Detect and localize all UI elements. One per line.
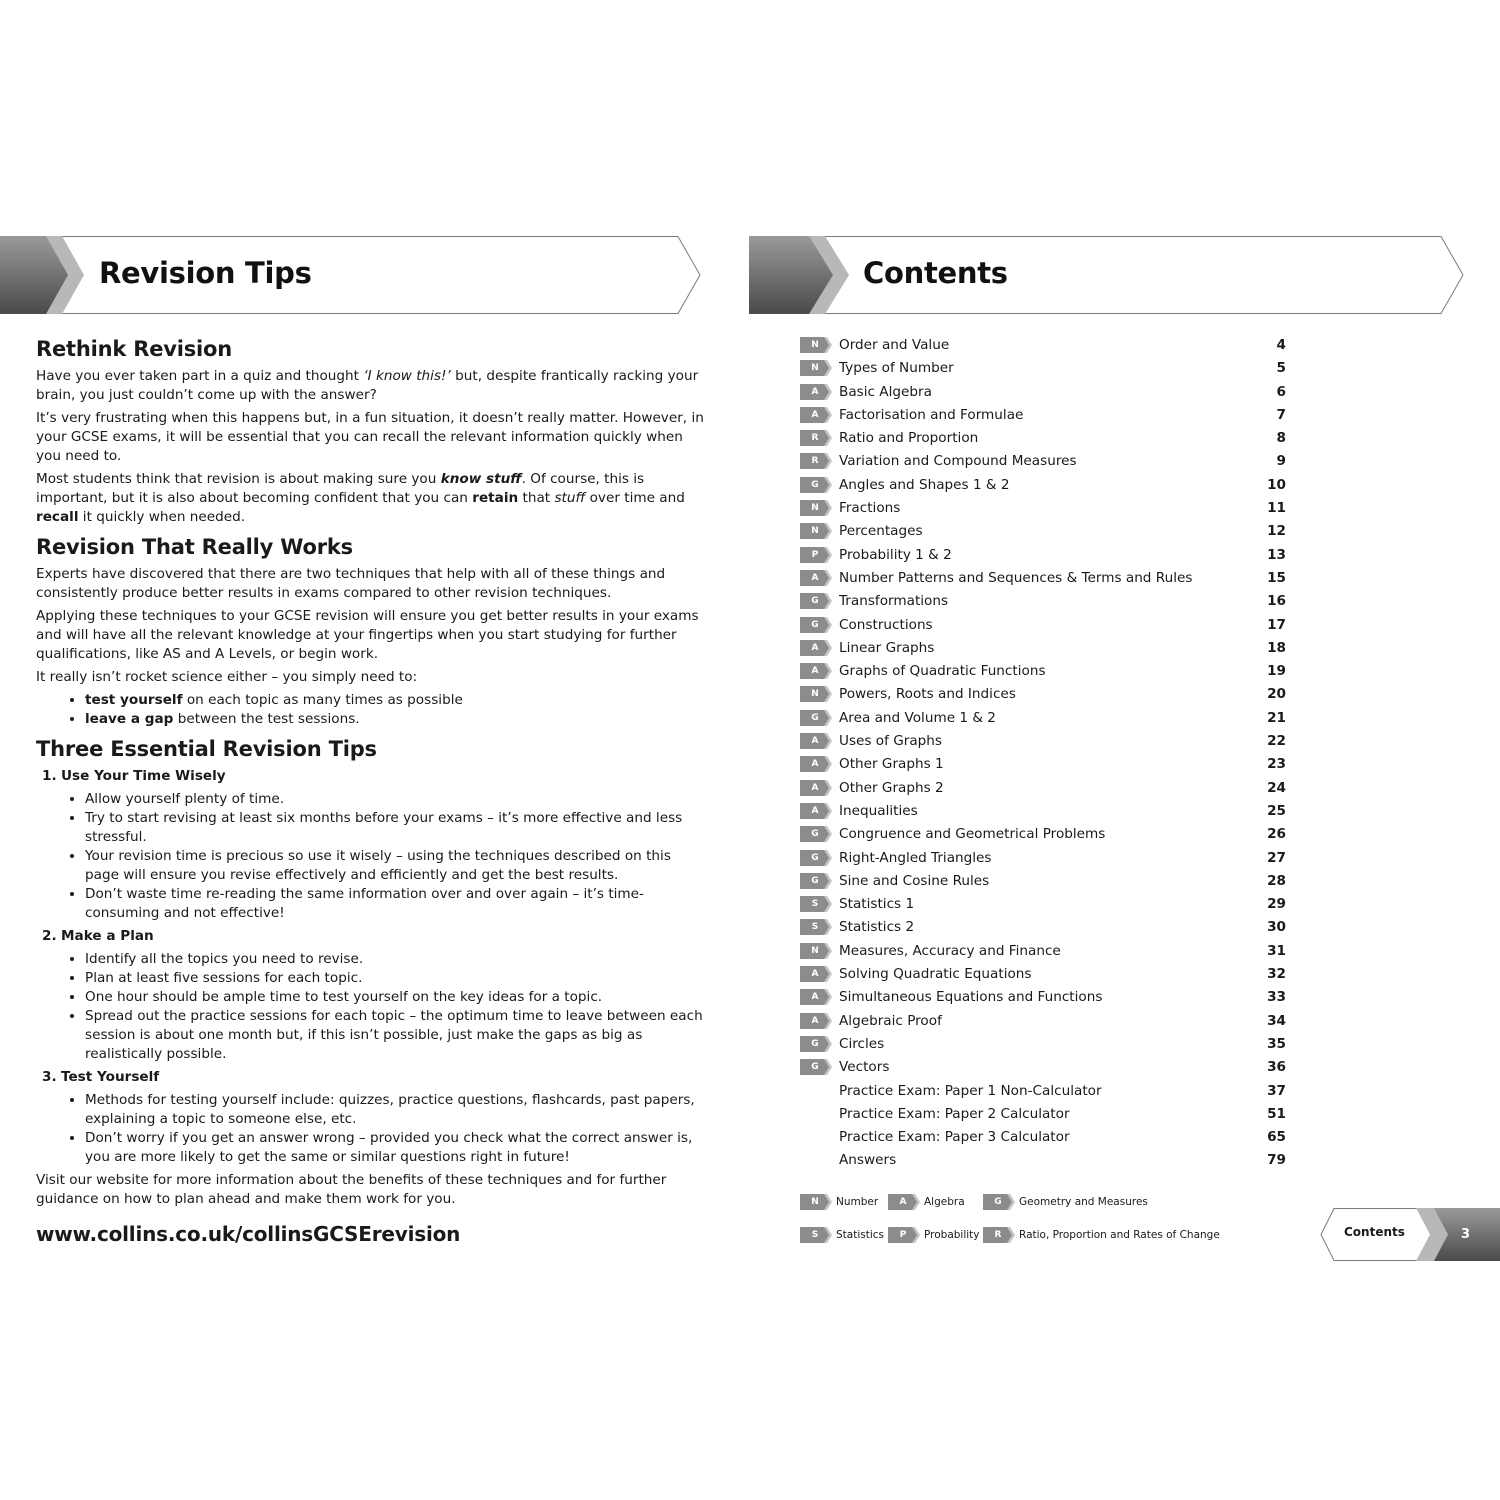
contents-row[interactable] <box>800 870 1290 893</box>
text: over time and <box>585 490 685 506</box>
contents-title: Number Patterns and Sequences & Terms and Rules <box>839 569 1193 586</box>
list-item <box>85 710 704 729</box>
contents-row[interactable] <box>800 1126 1290 1149</box>
tip-number: 1. <box>42 768 57 784</box>
topic-tag-badge <box>800 826 832 842</box>
topic-tag-badge <box>800 640 832 656</box>
contents-title: Probability 1 & 2 <box>839 546 952 563</box>
topic-tag-letter: G <box>811 852 819 863</box>
contents-page-number: 5 <box>1276 360 1286 377</box>
topic-tag-letter: G <box>811 619 819 630</box>
contents-page-number: 51 <box>1267 1105 1286 1122</box>
contents-page-number: 79 <box>1267 1152 1286 1169</box>
contents-title: Transformations <box>839 593 949 610</box>
topic-tag-letter: N <box>811 526 819 537</box>
text: Most students think that revision is about making sure you <box>36 471 441 487</box>
topic-tag-letter: G <box>811 596 819 607</box>
key-label: Probability <box>924 1229 980 1241</box>
contents-row[interactable] <box>800 427 1290 450</box>
contents-title: Simultaneous Equations and Functions <box>839 989 1103 1006</box>
topic-tag-letter: P <box>899 1230 907 1240</box>
contents-page-number: 8 <box>1276 430 1286 447</box>
contents-row[interactable] <box>800 1080 1290 1103</box>
contents-title: Area and Volume 1 & 2 <box>839 709 996 726</box>
contents-row[interactable] <box>800 800 1290 823</box>
contents-title: Linear Graphs <box>839 639 935 656</box>
contents-title: Percentages <box>839 523 923 540</box>
list-item: • Don’t waste time re-reading the same information over and over again – it’s time-consuming and not effective! <box>85 885 704 923</box>
paragraph: It’s very frustrating when this happens but, in a fun situation, it doesn’t really matter. However, in your GCSE exams, it will be essential that you can recall the relevant information quickly when you need to. <box>36 410 704 464</box>
contents-page-number: 29 <box>1267 896 1286 913</box>
contents-page-number: 25 <box>1267 802 1286 819</box>
topic-tag-badge <box>800 733 832 749</box>
contents-title: Practice Exam: Paper 1 Non-Calculator <box>839 1082 1102 1099</box>
contents-title: Sine and Cosine Rules <box>839 872 990 889</box>
contents-row[interactable] <box>800 940 1290 963</box>
contents-title: Measures, Accuracy and Finance <box>839 942 1061 959</box>
contents-row[interactable] <box>800 730 1290 753</box>
contents-page-number: 16 <box>1267 593 1286 610</box>
contents-page-number: 10 <box>1267 476 1286 493</box>
topic-tag-badge <box>800 430 832 446</box>
bold-text: retain <box>472 490 519 506</box>
tip-number: 3. <box>42 1069 57 1085</box>
topic-tag-letter: G <box>811 1062 819 1073</box>
list-item: • Plan at least five sessions for each topic. <box>85 969 704 988</box>
contents-page-number: 37 <box>1267 1082 1286 1099</box>
paragraph: Applying these techniques to your GCSE revision will ensure you get better results in your exams and will have all the relevant knowledge at your fingertips when you start studying for further qualifications, like AS and A Levels, or begin work. <box>36 608 699 662</box>
topic-tag-letter: G <box>811 1038 819 1049</box>
text: on each topic as many times as possible <box>182 692 463 708</box>
topic-tag-letter: N <box>811 1197 819 1207</box>
tip-title: Test Yourself <box>61 1069 160 1085</box>
contents-page-number: 24 <box>1267 779 1286 796</box>
tip-heading <box>42 1068 704 1087</box>
paragraph <box>36 367 704 405</box>
topic-tag-badge <box>800 943 832 959</box>
contents-page-number: 30 <box>1267 919 1286 936</box>
topic-tag-letter: A <box>811 409 819 420</box>
contents-row[interactable] <box>800 450 1290 473</box>
topic-tag-letter: P <box>811 549 819 560</box>
topic-tag-badge <box>800 384 832 400</box>
contents-title: Basic Algebra <box>839 383 932 400</box>
paragraph: Visit our website for more information about the benefits of these techniques and for further guidance on how to plan ahead and make them work for you. <box>36 1172 667 1207</box>
topic-tag-badge <box>800 919 832 935</box>
tip-title: Use Your Time Wisely <box>61 768 226 784</box>
contents-page-number: 65 <box>1267 1129 1286 1146</box>
paragraph: It really isn’t rocket science either – you simply need to: <box>36 669 418 685</box>
text: but, despite frantically racking your brain, you just couldn’t come up with the answer? <box>36 368 699 403</box>
list-item: • Allow yourself plenty of time. <box>85 790 704 809</box>
bold-text: leave a gap <box>85 711 174 727</box>
contents-page-number: 9 <box>1276 453 1286 470</box>
contents-row[interactable] <box>800 823 1290 846</box>
topic-tag-badge <box>800 477 832 493</box>
list-item: • Try to start revising at least six months before your exams – it’s more effective and less stressful. <box>85 809 704 847</box>
revision-tips-body <box>36 335 704 1250</box>
text: Have you ever taken part in a quiz and thought <box>36 368 364 384</box>
key-label: Geometry and Measures <box>1019 1196 1148 1208</box>
contents-row[interactable] <box>800 1010 1290 1033</box>
key-label: Number <box>836 1196 879 1208</box>
topic-tag-badge <box>800 710 832 726</box>
contents-page-number: 32 <box>1267 966 1286 983</box>
contents-row[interactable] <box>800 520 1290 543</box>
contents-page-number: 33 <box>1267 989 1286 1006</box>
topic-tag-letter: S <box>811 922 819 933</box>
contents-row[interactable] <box>800 357 1290 380</box>
page-title: Revision Tips <box>99 256 312 290</box>
key-tag-badge <box>983 1227 1015 1243</box>
contents-title: Solving Quadratic Equations <box>839 966 1032 983</box>
contents-row[interactable] <box>800 590 1290 613</box>
topic-tag-badge <box>800 407 832 423</box>
contents-row[interactable] <box>800 683 1290 706</box>
contents-page-number: 21 <box>1267 709 1286 726</box>
topic-tag-badge <box>800 1059 832 1075</box>
topic-tag-letter: R <box>811 433 819 444</box>
topic-tag-badge <box>800 686 832 702</box>
contents-title: Practice Exam: Paper 3 Calculator <box>839 1129 1070 1146</box>
contents-title: Fractions <box>839 500 901 517</box>
contents-row[interactable] <box>800 893 1290 916</box>
contents-page-number: 18 <box>1267 639 1286 656</box>
contents-row[interactable] <box>800 660 1290 683</box>
topic-tag-letter: G <box>811 829 819 840</box>
text: between the test sessions. <box>173 711 360 727</box>
tips-section <box>36 735 704 1244</box>
contents-row[interactable] <box>800 474 1290 497</box>
revision-tips-banner <box>0 236 702 314</box>
page-title: Contents <box>863 256 1008 290</box>
topic-tag-letter: G <box>811 875 819 886</box>
bullet-list <box>36 950 704 1064</box>
key-label: Ratio, Proportion and Rates of Change <box>1019 1229 1220 1241</box>
footer-label: Contents <box>1344 1225 1405 1239</box>
contents-row[interactable] <box>800 567 1290 590</box>
topic-tag-letter: A <box>811 969 819 980</box>
contents-page-number: 15 <box>1267 569 1286 586</box>
topic-tag-letter: A <box>811 666 819 677</box>
topic-tag-badge <box>800 803 832 819</box>
contents-title: Angles and Shapes 1 & 2 <box>839 476 1010 493</box>
list-item <box>85 691 704 710</box>
list-item: • One hour should be ample time to test yourself on the key ideas for a topic. <box>85 988 704 1007</box>
section-heading: Rethink Revision <box>36 337 233 361</box>
topic-tag-letter: N <box>811 340 819 350</box>
contents-row[interactable] <box>800 544 1290 567</box>
topic-tag-letter: N <box>811 689 819 700</box>
contents-title: Practice Exam: Paper 2 Calculator <box>839 1105 1070 1122</box>
topic-tag-badge <box>800 873 832 889</box>
contents-row[interactable] <box>800 847 1290 870</box>
contents-title: Other Graphs 1 <box>839 756 944 773</box>
list-item: • Your revision time is precious so use it wisely – using the techniques described on this page will ensure you revise effectively and efficiently and get the best results. <box>85 847 704 885</box>
contents-title: Graphs of Quadratic Functions <box>839 663 1046 680</box>
key-label: Statistics <box>836 1229 884 1241</box>
topic-tag-letter: A <box>899 1197 907 1207</box>
contents-title: Uses of Graphs <box>839 733 943 750</box>
paragraph: Experts have discovered that there are two techniques that help with all of these things and consistently produce better results in exams compared to other revision techniques. <box>36 566 666 601</box>
contents-page-number: 35 <box>1267 1035 1286 1052</box>
topic-tag-badge <box>800 453 832 469</box>
contents-page-number: 12 <box>1267 523 1286 540</box>
contents-page-number: 22 <box>1267 733 1286 750</box>
contents-row[interactable] <box>800 753 1290 776</box>
topic-tag-letter: A <box>811 805 819 816</box>
topic-tag-badge <box>800 593 832 609</box>
tip-heading <box>42 927 704 946</box>
topic-tag-letter: S <box>811 1230 819 1240</box>
topic-tag-letter: N <box>811 503 819 514</box>
topic-tag-letter: N <box>811 945 819 956</box>
topic-tag-badge <box>800 966 832 982</box>
topic-tag-badge <box>800 570 832 586</box>
contents-row[interactable] <box>800 497 1290 520</box>
list-item: • Spread out the practice sessions for each topic – the optimum time to leave between each session is about one month but, if this isn’t possible, just make the gaps as big as realistically possible. <box>85 1007 704 1064</box>
contents-row[interactable] <box>800 986 1290 1009</box>
contents-page-number: 4 <box>1276 337 1286 353</box>
text: that <box>518 490 555 506</box>
contents-page-number: 6 <box>1276 383 1286 400</box>
tip-title: Make a Plan <box>61 928 154 944</box>
topic-tag-letter: N <box>811 363 819 374</box>
topic-tag-letter: A <box>811 642 819 653</box>
topic-tag-badge <box>800 360 832 376</box>
tip-number: 2. <box>42 928 57 944</box>
contents-title: Variation and Compound Measures <box>839 453 1077 470</box>
rethink-section <box>36 335 704 527</box>
bullet-list <box>36 790 704 923</box>
contents-row[interactable] <box>800 614 1290 637</box>
contents-title: Inequalities <box>839 802 918 819</box>
contents-page-number: 7 <box>1276 406 1286 423</box>
topic-tag-badge <box>800 896 832 912</box>
contents-row[interactable] <box>800 707 1290 730</box>
contents-page-number: 27 <box>1267 849 1286 866</box>
topic-tag-badge <box>800 756 832 772</box>
contents-title: Ratio and Proportion <box>839 430 979 447</box>
key-tag-badge <box>983 1194 1015 1210</box>
contents-page-number: 11 <box>1267 500 1286 517</box>
topic-tag-letter: A <box>811 386 819 397</box>
topic-tag-letter: G <box>811 712 819 723</box>
topic-tag-badge <box>800 850 832 866</box>
contents-title: Answers <box>839 1152 897 1169</box>
page-footer-tab <box>1320 1208 1500 1261</box>
contents-page-number: 36 <box>1267 1059 1286 1076</box>
contents-title: Algebraic Proof <box>839 1012 942 1029</box>
bullet-list <box>36 691 704 729</box>
contents-title: Factorisation and Formulae <box>839 406 1024 423</box>
topic-tag-letter: R <box>811 456 819 467</box>
contents-page-number: 26 <box>1267 826 1286 843</box>
topic-tag-badge <box>800 547 832 563</box>
contents-row[interactable] <box>800 1103 1290 1126</box>
emphasis: stuff <box>554 490 586 506</box>
key-tag-badge <box>888 1194 920 1210</box>
contents-row[interactable] <box>800 381 1290 404</box>
contents-row[interactable] <box>800 916 1290 939</box>
key-tag-badge <box>888 1227 920 1243</box>
emphasis: ‘I know this!’ <box>363 368 451 384</box>
contents-banner <box>749 236 1465 314</box>
list-item: • Methods for testing yourself include: quizzes, practice questions, flashcards, past papers, explaining a topic to someone else, etc. <box>85 1091 704 1129</box>
text: . Of course, this is important, but it is also about becoming confident that you can <box>36 471 645 506</box>
contents-page-number: 31 <box>1267 942 1286 959</box>
topic-tag-badge <box>800 500 832 516</box>
topic-tag-badge <box>800 337 832 353</box>
topic-tag-badge <box>800 780 832 796</box>
topic-tag-badge <box>800 617 832 633</box>
topic-tag-badge <box>800 663 832 679</box>
section-heading: Three Essential Revision Tips <box>36 737 377 761</box>
page-number: 3 <box>1461 1227 1471 1242</box>
topic-tag-letter: A <box>811 782 819 793</box>
contents-row[interactable] <box>800 637 1290 660</box>
paragraph <box>36 470 704 527</box>
list-item: • Identify all the topics you need to revise. <box>85 950 704 969</box>
bold-text: test yourself <box>85 692 183 708</box>
key-tag-badge <box>800 1227 832 1243</box>
topic-tag-letter: G <box>811 479 819 490</box>
website-link[interactable]: www.collins.co.uk/collinsGCSErevision <box>36 1222 461 1246</box>
contents-title: Congruence and Geometrical Problems <box>839 826 1106 843</box>
text: it quickly when needed. <box>78 509 246 525</box>
emphasis: know stuff <box>440 471 522 487</box>
topic-tag-letter: A <box>811 736 819 747</box>
topic-tag-badge <box>800 523 832 539</box>
topic-tag-letter: A <box>811 572 819 583</box>
contents-page-number: 13 <box>1267 546 1286 563</box>
contents-page-number: 20 <box>1267 686 1286 703</box>
topic-tag-letter: R <box>994 1230 1002 1240</box>
section-heading: Revision That Really Works <box>36 535 353 559</box>
topic-tag-letter: S <box>811 899 819 910</box>
topic-tag-badge <box>800 1013 832 1029</box>
contents-row[interactable] <box>800 1149 1290 1172</box>
topic-tag-badge <box>800 989 832 1005</box>
bullet-list <box>36 1091 704 1167</box>
contents-title: Constructions <box>839 616 933 633</box>
contents-row[interactable] <box>800 1033 1290 1056</box>
tip-heading <box>42 767 704 786</box>
key-label: Algebra <box>924 1196 965 1208</box>
contents-title: Types of Number <box>839 360 954 377</box>
contents-list <box>800 334 1290 1173</box>
contents-title: Statistics 2 <box>839 919 915 936</box>
bold-text: recall <box>36 509 79 525</box>
key-tag-badge <box>800 1194 832 1210</box>
contents-row[interactable] <box>800 777 1290 800</box>
contents-page-number: 34 <box>1267 1012 1286 1029</box>
contents-title: Vectors <box>839 1059 890 1076</box>
contents-page-number: 19 <box>1267 663 1286 680</box>
contents-row[interactable] <box>800 1056 1290 1079</box>
contents-page-number: 28 <box>1267 872 1286 889</box>
topic-tag-letter: G <box>994 1197 1002 1207</box>
topic-tag-badge <box>800 1036 832 1052</box>
topic-tag-letter: A <box>811 759 819 770</box>
contents-row[interactable] <box>800 404 1290 427</box>
list-item: • Don’t worry if you get an answer wrong – provided you check what the correct answer is, you are more likely to get the same or similar questions right in future! <box>85 1129 704 1167</box>
contents-row[interactable] <box>800 334 1290 357</box>
contents-row[interactable] <box>800 963 1290 986</box>
works-section <box>36 533 704 729</box>
topic-tag-letter: A <box>811 992 819 1003</box>
contents-title: Right-Angled Triangles <box>839 849 992 866</box>
contents-title: Circles <box>839 1035 885 1052</box>
topic-tag-letter: A <box>811 1015 819 1026</box>
contents-title: Powers, Roots and Indices <box>839 686 1016 703</box>
contents-title: Statistics 1 <box>839 896 915 913</box>
contents-title: Other Graphs 2 <box>839 779 944 796</box>
contents-title: Order and Value <box>839 337 950 353</box>
contents-page-number: 23 <box>1267 756 1286 773</box>
contents-page-number: 17 <box>1267 616 1286 633</box>
